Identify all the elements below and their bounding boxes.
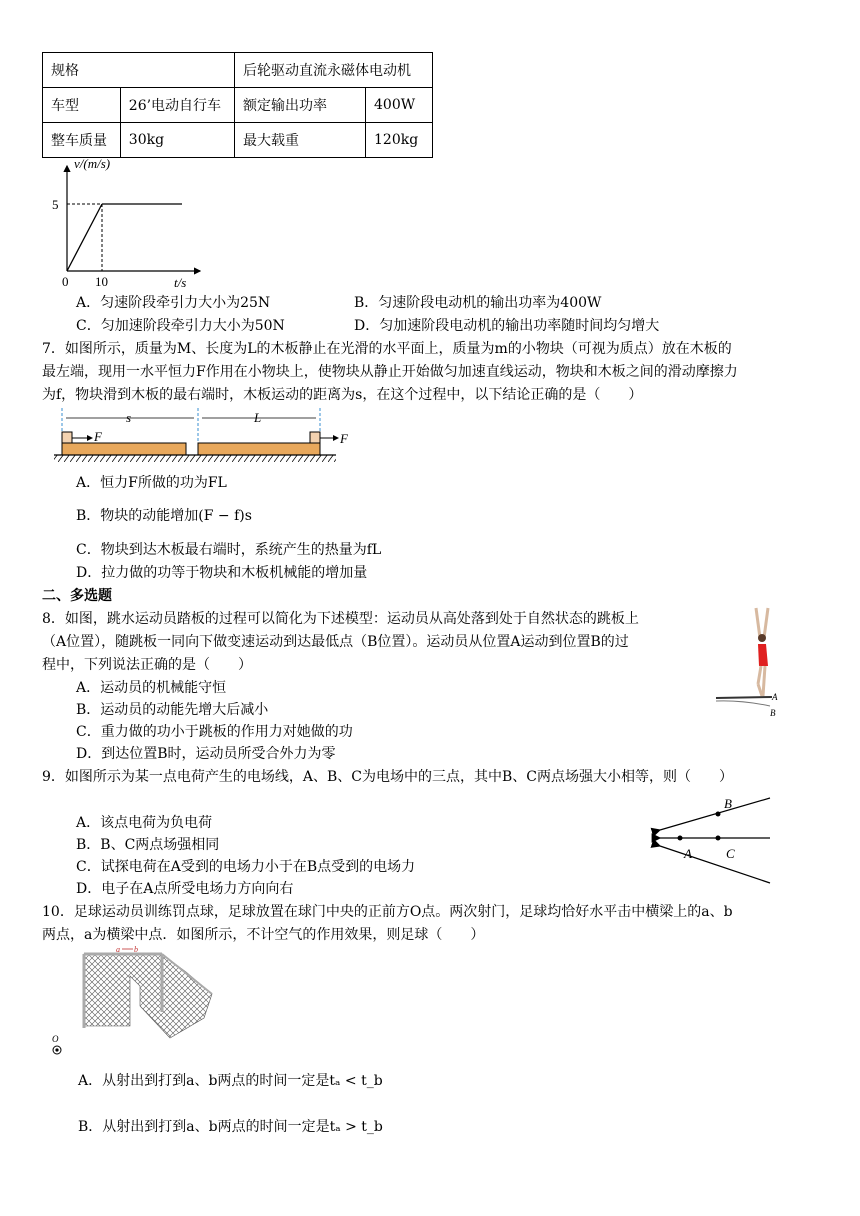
table-cell: 额定输出功率 [235,88,366,123]
table-cell: 后轮驱动直流永磁体电动机 [235,53,433,88]
q8-option-a: A．运动员的机械能守恒 [76,680,227,696]
point-c-label: C [726,846,735,861]
q8-option-b: B．运动员的动能先增大后减小 [76,702,269,718]
table-cell: 30kg [120,123,234,158]
field-lines-figure [650,790,780,890]
point-a-label: a [116,946,120,954]
point-a-label: A [684,846,692,861]
field-line [660,798,770,830]
q9-stem: 9．如图所示为某一点电荷产生的电场线，A、B、C为电场中的三点，其中B、C两点场强大小相等，则（ ） [42,769,734,785]
q9-option-c: C．试探电荷在A受到的电场力小于在B点受到的电场力 [76,859,416,875]
q7-stem-line2: 最左端，现用一水平恒力F作用在小物块上，使物块从静止开始做匀加速直线运动，物块和木板之间的滑动摩擦力 [42,364,738,380]
springboard [716,697,772,698]
force-f-label: F [94,429,102,444]
table-cell: 400W [366,88,433,123]
q6-option-b: B．匀速阶段电动机的输出功率为400W [354,295,602,311]
y-tick-label: 5 [52,197,59,212]
q10-option-a: A．从射出到打到a、b两点的时间一定是tₐ < t_b [78,1073,383,1089]
accel-segment [67,204,102,271]
q8-stem-line2: （A位置），随跳板一同向下做变速运动到达最低点（B位置）。运动员从位置A运动到位置B的过 [42,634,629,650]
section-heading: 二、多选题 [42,588,112,604]
q8-option-c: C．重力做的功小于跳板的作用力对她做的功 [76,724,353,740]
dim-s-label: s [126,410,132,425]
board-end [198,443,320,455]
q8-option-d: D．到达位置B时，运动员所受合外力为零 [76,746,336,762]
table-cell: 26’电动自行车 [120,88,234,123]
ground [54,455,336,462]
q10-stem-line2: 两点，a为横梁中点．如图所示，不计空气的作用效果，则足球（ ） [42,927,485,943]
table-cell: 最大载重 [235,123,366,158]
table-cell: 车型 [43,88,121,123]
q9-option-b: B．B、C两点场强相同 [76,837,220,853]
q6-option-a: A．匀速阶段牵引力大小为25N [76,295,271,311]
block-start [62,432,72,443]
table-cell: 规格 [43,53,235,88]
q9-option-a: A．该点电荷为负电荷 [76,815,213,831]
origin-label: 0 [62,274,69,289]
point-c [716,836,721,841]
block-end [310,432,320,443]
x-tick-label: 10 [95,274,108,289]
position-b-label: B [770,708,776,718]
table-cell: 整车质量 [43,123,121,158]
point-o-label: O [52,1034,59,1044]
q6-option-d: D．匀加速阶段电动机的输出功率随时间均匀增大 [354,318,660,334]
spec-table [42,52,433,158]
q7-option-b: B．物块的动能增加(F − f)s [76,508,252,524]
q8-stem-line3: 程中，下列说法正确的是（ ） [42,657,252,673]
point-b [716,812,721,817]
goal-net [84,954,212,1038]
q7-board-figure [52,406,352,466]
point-b-label: b [134,946,138,954]
q7-option-d: D．拉力做的功等于物块和木板机械能的增加量 [76,565,368,581]
q6-option-c: C．匀加速阶段牵引力大小为50N [76,318,285,334]
q7-stem-line1: 7．如图所示，质量为M、长度为L的木板静止在光滑的水平面上，质量为m的小物块（可视为质点）放在木板的 [42,341,732,357]
table-cell: 120kg [366,123,433,158]
q8-stem-line1: 8．如图，跳水运动员踏板的过程可以简化为下述模型：运动员从高处落到处于自然状态的跳板上 [42,611,639,627]
diver-head [758,634,766,642]
q7-stem-line3: 为f，物块滑到木板的最右端时，木板运动的距离为s，在这个过程中，以下结论正确的是（ ） [42,387,643,403]
y-axis-label: v/(m/s) [74,156,111,171]
point-a [678,836,683,841]
force-f-label: F [340,431,348,446]
q10-stem-line1: 10．足球运动员训练罚点球，足球放置在球门中央的正前方O点。两次射门，足球均恰好水平击中横梁上的a、b [42,904,733,920]
dim-l-label: L [254,410,262,425]
q7-option-c: C．物块到达木板最右端时，系统产生的热量为fL [76,542,382,558]
board-start [62,443,186,455]
q9-option-d: D．电子在A点所受电场力方向向右 [76,881,294,897]
q7-option-a: A．恒力F所做的功为FL [76,475,227,491]
diver-figure [712,604,792,722]
point-b-label: B [724,796,732,811]
field-line [660,846,770,883]
position-a-label: A [772,692,778,702]
x-axis-label: t/s [174,275,187,290]
diver-body [758,644,768,666]
q10-option-b: B．从射出到打到a、b两点的时间一定是tₐ > t_b [78,1119,383,1135]
goal-figure [50,946,220,1056]
vt-graph [50,156,210,291]
